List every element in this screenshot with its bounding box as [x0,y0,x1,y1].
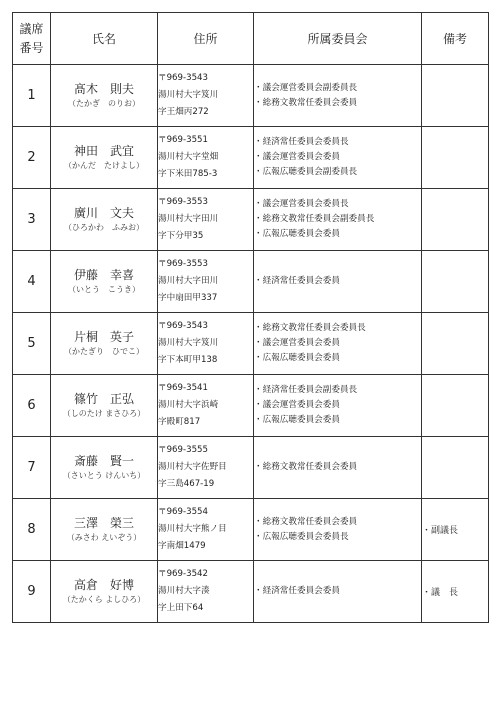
table-row [13,127,489,189]
committee-cell [254,313,422,375]
member-name-reading: （かたぎり ひでこ） [64,346,144,356]
notes-cell [422,375,489,437]
address-line: 湯川村大字堂畑 [158,152,219,162]
postal-code: 〒969-3553 [158,197,208,207]
committee-cell [254,375,422,437]
document-page [12,12,489,623]
member-name-reading: （しのたけ まさひろ） [62,408,146,418]
notes-cell: ・副議長 [422,499,489,561]
notes-cell [422,189,489,251]
member-name-cell [51,313,158,375]
committee-cell [254,499,422,561]
committee-item: ・広報広聴委員会委員 [254,229,340,239]
committee-item: ・広報広聴委員会副委員長 [254,167,358,177]
member-name-reading: （さいとう けんいち） [62,470,146,480]
table-row [13,499,489,561]
committee-item: ・経済常任委員会委員 [254,276,340,286]
committee-item: ・議会運営委員会委員長 [254,199,349,209]
postal-code: 〒969-3555 [158,445,208,455]
seat-number: 2 [13,127,51,189]
table-row [13,437,489,499]
address-line: 字下米田785-3 [158,169,218,179]
committee-item: ・広報広聴委員会委員 [254,353,340,363]
seat-number: 3 [13,189,51,251]
member-name-reading: （たかくら よしひろ） [62,594,146,604]
seat-number: 7 [13,437,51,499]
address-cell [158,189,254,251]
seat-number: 8 [13,499,51,561]
address-cell [158,65,254,127]
committee-item: ・議会運営委員会委員 [254,338,340,348]
table-row [13,251,489,313]
address-cell [158,561,254,623]
member-name: 伊藤 幸喜 [73,267,134,282]
member-name-reading: （かんだ たけよし） [64,160,144,170]
address-line: 字殿町817 [158,417,201,427]
address-line: 湯川村大字田川 [158,276,219,286]
member-name: 高倉 好博 [73,577,134,592]
address-line: 湯川村大字浜崎 [158,400,219,410]
address-line: 字三島467-19 [158,479,215,489]
member-name-reading: （たかぎ のりお） [68,98,140,108]
committee-cell [254,65,422,127]
address-line: 字下分甲35 [158,231,204,241]
member-name-cell [51,561,158,623]
address-cell [158,499,254,561]
committee-item: ・経済常任委員会委員 [254,586,340,596]
address-cell [158,251,254,313]
address-cell [158,127,254,189]
committee-item: ・総務文教常任委員会委員 [254,97,358,108]
address-line: 字下本町甲138 [158,355,218,365]
committee-item: ・議会運営委員会副委員長 [254,82,358,93]
address-cell [158,375,254,437]
seat-number: 9 [13,561,51,623]
header-notes: 備考 [422,13,489,65]
postal-code: 〒969-3541 [158,383,208,393]
notes-cell: ・議 長 [422,561,489,623]
member-name-cell [51,499,158,561]
header-seat-line2: 番号 [19,40,44,55]
committee-item: ・総務文教常任委員会副委員長 [254,214,375,224]
postal-code: 〒969-3542 [158,569,208,579]
committee-item: ・総務文教常任委員会委員 [254,462,358,472]
seat-number: 1 [13,65,51,127]
notes-cell [422,65,489,127]
committee-cell [254,561,422,623]
header-seat-number [13,13,51,65]
member-name-cell [51,375,158,437]
address-line: 湯川村大字田川 [158,214,219,224]
postal-code: 〒969-3543 [158,73,208,83]
address-cell [158,437,254,499]
address-line: 字王畑丙272 [158,107,209,117]
committee-item: ・総務文教常任委員会委員長 [254,323,366,333]
member-name-cell [51,437,158,499]
member-name: 篠竹 正弘 [73,391,134,406]
committee-item: ・総務文教常任委員会委員 [254,516,358,527]
postal-code: 〒969-3553 [158,259,208,269]
member-name: 髙木 則夫 [73,81,134,96]
committee-item: ・議会運営委員会委員 [254,152,340,162]
address-line: 字上田下64 [158,603,204,613]
address-line: 湯川村大字湊 [158,586,210,596]
table-row [13,65,489,127]
committee-cell [254,251,422,313]
address-line: 湯川村大字笈川 [158,90,219,100]
address-line: 湯川村大字佐野目 [158,462,227,472]
committee-item: ・広報広聴委員会委員長 [254,531,349,542]
member-name: 斎藤 賢一 [73,453,134,468]
member-name-reading: （ひろかわ ふみお） [64,222,144,232]
address-line: 字中扇田甲337 [158,293,218,303]
member-name: 廣川 文夫 [73,205,134,220]
address-line: 湯川村大字笈川 [158,338,219,348]
notes-cell [422,127,489,189]
seat-number: 4 [13,251,51,313]
header-row [13,13,489,65]
notes-cell [422,313,489,375]
committee-item: ・経済常任委員会副委員長 [254,385,358,395]
table-row [13,189,489,251]
committee-cell [254,189,422,251]
postal-code: 〒969-3551 [158,135,208,145]
header-committee: 所属委員会 [254,13,422,65]
seat-number: 5 [13,313,51,375]
table-row [13,375,489,437]
seat-number: 6 [13,375,51,437]
committee-item: ・議会運営委員会委員 [254,400,340,410]
member-name-cell [51,251,158,313]
address-line: 字南畑1479 [158,541,206,551]
postal-code: 〒969-3543 [158,321,208,331]
header-address: 住所 [158,13,254,65]
member-name: 三澤 榮三 [73,515,134,530]
header-name: 氏名 [51,13,158,65]
member-name-cell [51,189,158,251]
committee-item: ・経済常任委員会委員長 [254,137,349,147]
council-member-table [12,12,489,623]
member-rows [13,65,489,623]
committee-item: ・広報広聴委員会委員 [254,415,340,425]
member-name: 神田 武宜 [73,143,134,158]
committee-cell [254,437,422,499]
member-name-reading: （いとう こうき） [68,284,140,294]
header-seat-line1: 議席 [19,21,44,36]
postal-code: 〒969-3554 [158,507,208,517]
table-row [13,561,489,623]
address-line: 湯川村大字熊ノ目 [158,524,227,534]
committee-cell [254,127,422,189]
member-name-cell [51,127,158,189]
member-name: 片桐 英子 [73,329,134,344]
notes-cell [422,437,489,499]
member-name-reading: （みさわ えいぞう） [66,532,142,542]
address-cell [158,313,254,375]
notes-cell [422,251,489,313]
member-name-cell [51,65,158,127]
table-row [13,313,489,375]
